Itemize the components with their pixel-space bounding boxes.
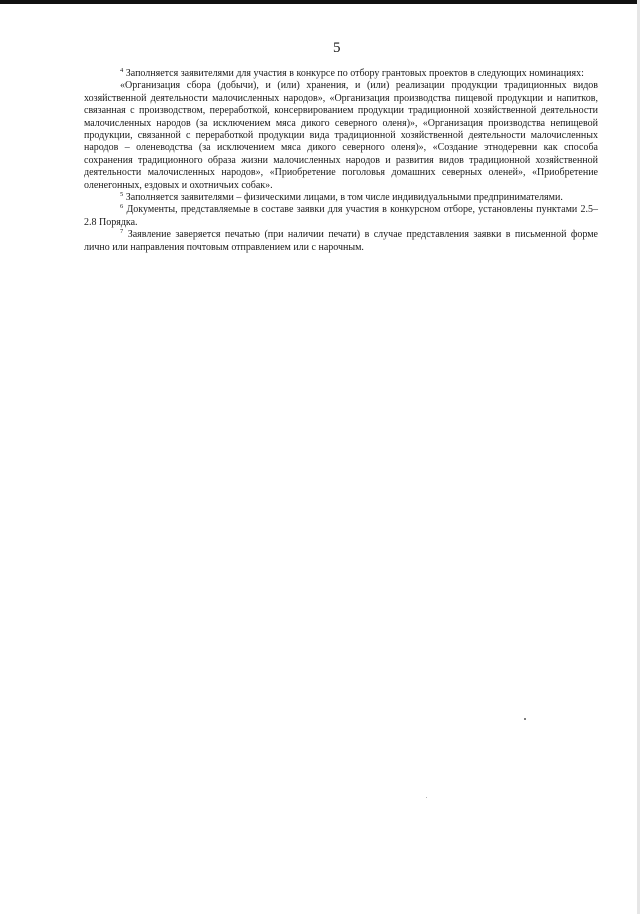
footnote-text: Заполняется заявителями – физическими лицами, в том числе индивидуальными предпринимателями. [125, 192, 563, 204]
footnote-mark: 4 [120, 67, 124, 74]
footnote-mark: 5 [120, 191, 124, 199]
scan-speck [524, 718, 526, 720]
footnotes-block [84, 68, 598, 254]
footnote-text: Документы, представляемые в составе заявки для участия в конкурсном отборе, установлены пунктами 2.5–2.8 Порядка. [84, 204, 598, 228]
footnote-7 [84, 229, 598, 254]
scan-edge-top [0, 0, 640, 4]
footnote-mark: 6 [120, 203, 124, 211]
footnote-text: Заполняется заявителями для участия в конкурсе по отбору грантовых проектов в следующих номинациях: [125, 68, 584, 79]
footnote-6 [84, 204, 598, 229]
footnote-text: Заявление заверяется печатью (при наличии печати) в случае представления заявки в письменной форме лично или направления почтовым отправлением или с нарочным. [84, 229, 598, 253]
footnote-text: «Организация сбора (добычи), и (или) хранения, и (или) реализации продукции традиционных видов хозяйственной деятельности малочисленных народов», «Организация производства пищевой продукции и напитков, связанная с производством, переработкой, консервированием продукции традиционной хозяйственной деятельности малочисленных народов (за исключением мяса дикого северного оленя)», «Организация производства непищевой продукции, связанной с переработкой продукции вида традиционной хозяйственной деятельности малочисленных народов – оленеводства (за исключением мяса дикого северного оленя)», «Создание этнодеревни как способа сохранения традиционного образа жизни малочисленных народов и развития видов традиционной хозяйственной деятельности малочисленных народов», «Приобретение поголовья домашних северных оленей», «Приобретение оленегонных, ездовых и охотничьих собак». [84, 80, 598, 191]
footnote-5 [84, 192, 598, 204]
scan-speck [426, 797, 427, 798]
footnote-4 [84, 68, 598, 80]
page-number: 5 [333, 40, 341, 56]
footnote-mark: 7 [120, 228, 124, 236]
footnote-4-nominations [84, 80, 598, 192]
